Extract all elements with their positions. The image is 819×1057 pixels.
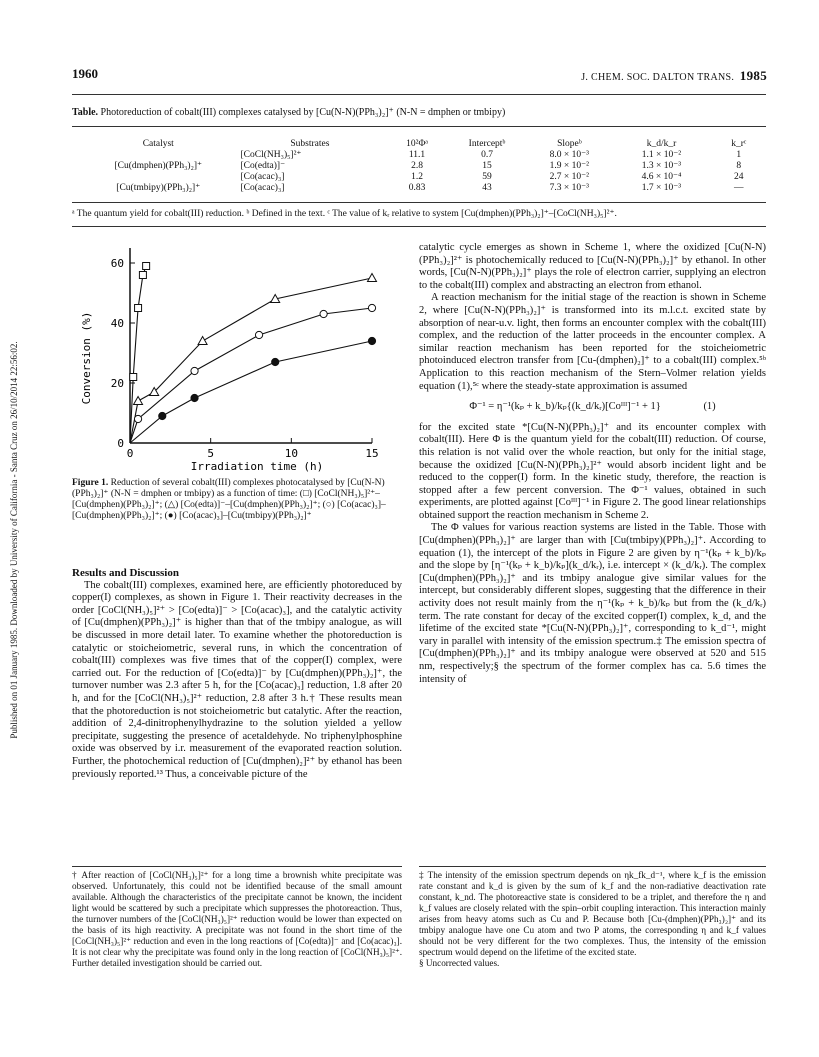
- y-tick-label: 60: [110, 257, 124, 270]
- table-row: [80, 150, 770, 161]
- equation-1: [419, 401, 766, 414]
- table-cell: —: [734, 183, 744, 193]
- table-header-cell: Slopeᵇ: [557, 139, 582, 149]
- table-cell: 24: [734, 172, 744, 182]
- data-point-open-circle: [368, 304, 375, 311]
- series-line-triangle: [130, 278, 372, 443]
- data-point-square: [130, 374, 137, 381]
- table-cell: 59: [482, 172, 492, 182]
- body-paragraph: A reaction mechanism for the initial stage of the reaction is shown in Scheme 2, where [Cu(N-N)(PPh₃)₂]⁺ is transformed into its m.l.c.t. excited state by absorption of near-u.v. light, then forms an encounter complex with the cobalt(III) complex, and the reduction of the latter proceeds in the encounter complex. A similar reaction mechanism has been reported for the stoicheiometric photoinduced electron transfer from [Cu-(dmphen)₂]⁺ to a cobalt(III) complex.⁵ᵇ Application to this reaction mechanism of the Stern–Volmer relation yields equation (1),⁵ᶜ where the steady-state approximation is assumed: [419, 292, 766, 392]
- data-point-filled-circle: [159, 412, 166, 419]
- table-cell: [CoCl(NH₃)₅]²⁺: [240, 150, 302, 160]
- table-cell: 4.6 × 10⁻⁴: [641, 172, 682, 182]
- table-cell: 1.9 × 10⁻²: [549, 161, 590, 171]
- footnote-rule: [419, 866, 766, 867]
- table-header-row: [80, 138, 770, 150]
- footnote-left: † After reaction of [CoCl(NH₃)₅]²⁺ for a long time a brownish white precipitate was observed. Unfortunately, this could not be identified because of the small amount available. Although the characteristics of the precipitate cannot be known, the incident light would be scattered by such a precipitate which suppresses the photoreaction. Thus, the turnover numbers of the [CoCl(NH₃)₅]²⁺ reduction would be lower than expected on the basis of its high reactivity. A precipitate was not found in the short time of the [CoCl(NH₃)₅]²⁺ reduction and even in the long reactions of [Co(edta)]⁻ and [Co(acac)₃]. It is not clear why the precipitate was found only in the long reaction of [CoCl(NH₃)₅]²⁺. Further detailed investigation should be carried out.: [72, 870, 402, 968]
- figure-caption: [72, 478, 402, 522]
- table-label: Table.: [72, 107, 99, 118]
- x-axis-label: Irradiation time (h): [190, 460, 324, 473]
- footnote-rule: [72, 866, 402, 867]
- data-point-filled-circle: [272, 358, 279, 365]
- table-cell: 1.1 × 10⁻²: [641, 150, 682, 160]
- equation-number: (1): [703, 401, 716, 413]
- table-cell: [Cu(tmbipy)(PPh₃)₂]⁺: [116, 183, 201, 193]
- table-row: [80, 161, 770, 172]
- x-tick-label: 5: [207, 447, 214, 460]
- table-header-cell: k_d/k_r: [646, 139, 677, 149]
- footnote-right: [419, 870, 766, 969]
- equation-text: Φ⁻¹ = η⁻¹(kₚ + k_b)/kₚ{(k_d/kᵣ)[Coᴵᴵᴵ]⁻¹ + 1}: [469, 401, 661, 413]
- table-row: [80, 183, 770, 194]
- data-point-open-circle: [320, 310, 327, 317]
- data-point-square: [139, 272, 146, 279]
- x-tick-label: 0: [126, 447, 134, 460]
- data-point-triangle: [368, 274, 377, 282]
- table-caption-text: Photoreduction of cobalt(III) complexes catalysed by [Cu(N-N)(PPh₃)₂]⁺ (N-N = dmphen or tmbipy): [100, 107, 506, 118]
- y-tick-label: 0: [117, 437, 124, 450]
- table-header-cell: Catalyst: [142, 139, 174, 149]
- table-cell: 0.83: [408, 183, 426, 193]
- table-cell: [Co(acac)₃]: [240, 183, 285, 193]
- left-column: [72, 567, 402, 781]
- journal-header: [581, 68, 767, 84]
- series-line-circle-open: [130, 308, 372, 443]
- figure-caption-text: Reduction of several cobalt(III) complexes photocatalysed by [Cu(N-N)(PPh₃)₂]⁺ (N-N = dmphen or tmbipy) as a function of time: (□) [CoCl(NH₃)₅]²⁺–[Cu(dmphen)(PPh₃)₂]⁺; (△) [Co(edta)]⁻–[Cu(dmphen)(PPh₃)₂]⁺; (○) [Co(acac)₃]–[Cu(dmphen)(PPh₃)₂]⁺; (●) [Co(acac)₃]–[Cu(tmbipy)(PPh₃)₂]⁺: [72, 478, 386, 521]
- x-tick-label: 15: [365, 447, 379, 460]
- table-cell: 15: [482, 161, 492, 171]
- section-heading: Results and Discussion: [72, 567, 179, 579]
- download-watermark: Published on 01 January 1985. Downloaded by University of California - Santa Cruz on 26/10/2014 22:56:02.: [9, 341, 19, 739]
- table-cell: 11.1: [408, 150, 426, 160]
- header-rule: [72, 94, 766, 95]
- y-tick-label: 20: [110, 377, 124, 390]
- table-cell: 7.3 × 10⁻³: [549, 183, 590, 193]
- table-cell: [Co(edta)]⁻: [240, 161, 286, 171]
- table-end-rule: [72, 226, 766, 227]
- figure-label: Figure 1.: [72, 478, 109, 488]
- table-header-cell: Substrates: [290, 139, 330, 149]
- body-paragraph: The Φ values for various reaction systems are listed in the Table. Those with [Cu(dmphen)(PPh₃)₂]⁺ are larger than with [Cu(tmbipy)(PPh₃)₂]⁺. According to equation (1), the intercept of the plots in Figure 2 are given by η⁻¹(kₚ + k_b)/kₚ and the slope by [η⁻¹(kₚ + k_b)/kₚ](k_d/kᵣ), i.e. intercept × (k_d/kᵣ). The complex [Cu(dmphen)(PPh₃)₂]⁺ and its tmbipy analogue give similar values for the intercept, but considerably different slopes, suggesting that the difference in their activity does not result mainly from the η⁻¹(kₚ + k_b)/kₚ but from the (k_d/kᵣ) term. The rate constant for decay of the excited copper(I) complex, k_d, and the lifetime of the excited state *[Cu(N-N)(PPh₃)₂]⁺, corresponding to k_d⁻¹, might vary in parallel with intensity of the emission spectrum.‡ The emission spectra of [Cu(dmphen)(PPh₃)₂]⁺ and its tmbipy analogue were observed at 520 and 515 nm, respectively;§ the spectrum of the former complex has ca. 5.6 times the intensity of: [419, 522, 766, 685]
- data-point-filled-circle: [191, 394, 198, 401]
- table-cell: 1.7 × 10⁻³: [641, 183, 682, 193]
- data-point-open-circle: [134, 415, 141, 422]
- figure-1-chart: [72, 238, 402, 476]
- data-point-triangle: [134, 397, 143, 405]
- table-top-rule: [72, 126, 766, 127]
- page-number: 1960: [72, 66, 98, 81]
- journal-name: J. CHEM. SOC. DALTON TRANS.: [581, 72, 735, 83]
- right-column: [419, 242, 766, 686]
- table-cell: 0.7: [481, 150, 493, 160]
- table-cell: [Co(acac)₃]: [240, 172, 285, 182]
- data-point-filled-circle: [368, 337, 375, 344]
- table-row: [80, 172, 770, 183]
- footnote-section: § Uncorrected values.: [419, 958, 500, 968]
- data-point-square: [143, 263, 150, 270]
- table-cell: 8.0 × 10⁻³: [549, 150, 590, 160]
- y-axis-label: Conversion (%): [80, 311, 93, 405]
- table-cell: 1.2: [411, 172, 423, 182]
- chart-marks: [130, 263, 377, 444]
- x-tick-label: 10: [284, 447, 298, 460]
- table-footnote: ᵃ The quantum yield for cobalt(III) reduction. ᵇ Defined in the text. ᶜ The value of kᵣ relative to system [Cu(dmphen)(PPh₃)₂]⁺–[CoCl(NH₃)₅]²⁺.: [72, 209, 617, 219]
- table-cell: 2.7 × 10⁻²: [549, 172, 590, 182]
- table-caption: [72, 107, 505, 118]
- series-line-circle-filled: [130, 341, 372, 443]
- chart-axes: [111, 248, 379, 460]
- data-table: [80, 138, 770, 194]
- table-cell: 43: [482, 183, 492, 193]
- y-tick-label: 40: [110, 317, 124, 330]
- table-header-cell: 10²Φᵃ: [406, 139, 428, 149]
- body-paragraph: for the excited state *[Cu(N-N)(PPh₃)₂]⁺ and its encounter complex with cobalt(III). Here Φ is the quantum yield for the cobalt(III) reduction. Of course, this relation is not valid over the whole reaction, but only for the initial stage, because the oxidized [Cu(N-N)(PPh₃)₂]²⁺ would absorb incident light and be reduced to the copper(I) form. In the kinetic study, therefore, the reaction is stopped after a few percent conversion. The Φ⁻¹ values, obtained in such experiments, are plotted against [Coᴵᴵᴵ]⁻¹ in Figure 2. The good linear relationships obtained support the reaction mechanism in Scheme 2.: [419, 421, 766, 521]
- table-cell: 1: [736, 150, 742, 160]
- table-cell: 1.3 × 10⁻³: [641, 161, 682, 171]
- table-cell: [80, 150, 237, 161]
- table-cell: 8: [736, 161, 742, 171]
- table-cell: [80, 172, 237, 183]
- journal-year: 1985: [739, 68, 767, 83]
- table-header-cell: Interceptᵇ: [468, 139, 506, 149]
- data-point-open-circle: [191, 367, 198, 374]
- data-point-open-circle: [255, 331, 262, 338]
- data-point-square: [135, 305, 142, 312]
- footnote-double-dagger: ‡ The intensity of the emission spectrum depends on ηk_fk_d⁻¹, where k_f is the emission rate constant and k_d is given by the sum of k_f and the non-radiative deactivation rate constant, k_nd. The photoreactive state is considered to be a triplet, and therefore the η and k_f values are closely related with the spin–orbit coupling interaction. This interaction mainly arises from heavy atoms such as Cu and P. Because both [Cu-(dmphen)(PPh₃)₂]⁺ and its tmbipy analogue have one Cu atom and two P atoms, the corresponding η and k_f values should not be very different for the two complexes. Thus, the intensity of the emission spectrum would depend on the lifetime of the excited state.: [419, 870, 766, 957]
- body-paragraph: catalytic cycle emerges as shown in Scheme 1, where the oxidized [Cu(N-N)(PPh₃)₂]²⁺ is photochemically reduced to [Cu(N-N)(PPh₃)₂]⁺ by ethanol. In other words, [Cu(N-N)(PPh₃)₂]⁺ plays the role of electron carrier, supplying an electron to the cobalt(III) complex and abstracting an electron from ethanol.: [419, 242, 766, 291]
- table-cell: [Cu(dmphen)(PPh₃)₂]⁺: [114, 161, 203, 171]
- table-cell: 2.8: [411, 161, 423, 171]
- body-paragraph: The cobalt(III) complexes, examined here, are efficiently photoreduced by copper(I) complexes, as shown in Figure 1. Their reactivity decreases in the order [CoCl(NH₃)₅]²⁺ > [Co(edta)]⁻ > [Co(acac)₃], and the catalytic activity of [Cu(dmphen)(PPh₃)₂]⁺ is higher than that of the tmbipy analogue, as will be discussed in more detail later. To examine whether the photoreduction is catalytic or stoicheiometric, several runs, in which the concentration of cobalt(III) complexes was five times that of the copper(I) complex, were carried out. For the reduction of [Co(edta)]⁻ by [Cu(dmphen)(PPh₃)₂]⁺, the turnover number was 2.3 after 5 h, for the [Co(acac)₃] reduction, 1.8 after 20 h, and for the [CoCl(NH₃)₅]²⁺ reduction, 2.8 after 3 h.† These results mean that the photoreduction is not stoicheiometric but catalytic. After the reaction, addition of 2,4-dinitrophenylhydrazine to the solution yielded a yellow precipitate, suggesting the presence of acetaldehyde. No triphenylphosphine oxide was observed by i.r. measurement of the evaporated reaction solution. Further, the photochemical reduction of [Cu(dmphen)₂]²⁺ by ethanol has been previously reported.¹³ Thus, a conceivable picture of the: [72, 579, 402, 780]
- table-header-cell: k_rᶜ: [731, 139, 747, 149]
- table-bottom-rule: [72, 202, 766, 203]
- data-point-triangle: [198, 337, 207, 345]
